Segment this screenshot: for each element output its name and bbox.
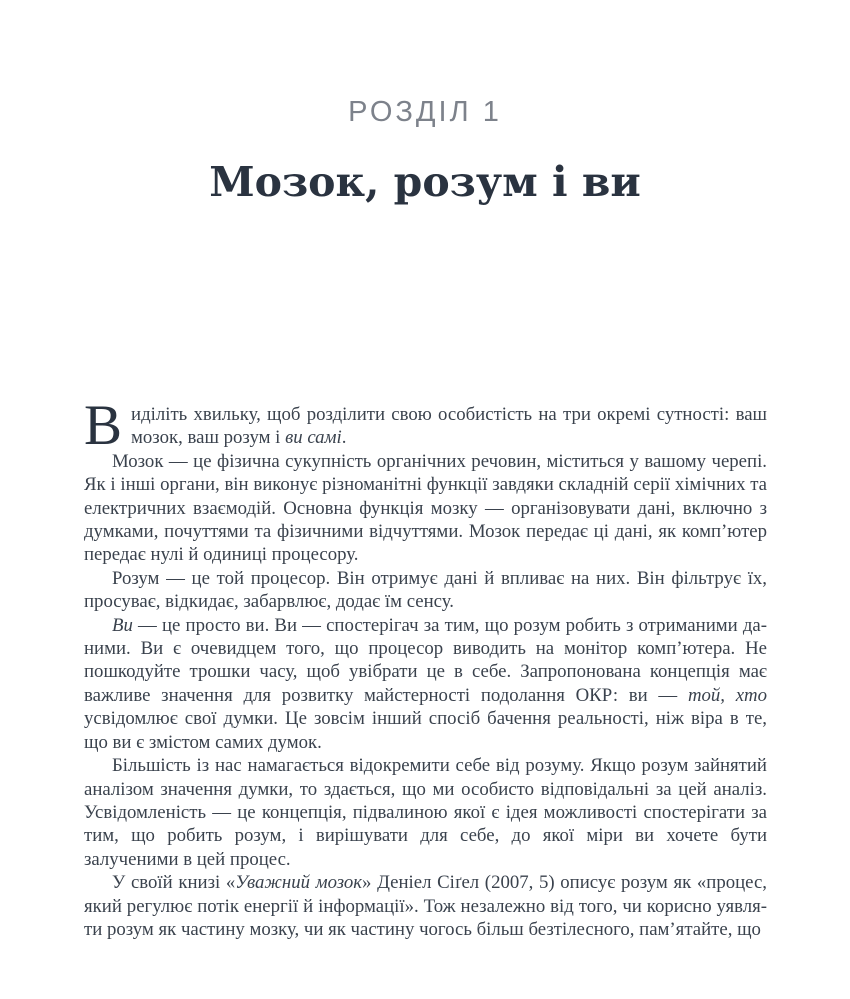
article-body <box>84 394 767 941</box>
chapter-label: РОЗДІЛ 1 <box>348 96 502 128</box>
italic-text-run: Ви <box>112 614 133 636</box>
text-run: Більшість із нас намагається відокремити себе від розуму. Якщо розум зайнятий аналізом значення думки, то здається, що ми особисто відповідальні за цей аналіз. Усвідомленість — це концепція, підвалиною якої є ідея можливості спостерігати за тим, що робить розум, і вирішувати для себе, до якої міри ви хочете бути залученими в цей процес. <box>84 755 767 870</box>
drop-cap: В <box>84 394 123 457</box>
paragraph <box>84 567 767 614</box>
paragraph <box>84 394 767 457</box>
paragraph <box>84 754 767 871</box>
text-run: иділіть хвильку, щоб розділити свою особистість на три окремі сутності: ваш мозок, ваш розум і <box>131 404 767 449</box>
text-run: усвідомлює свої думки. Це зовсім інший спосіб бачення реальності, ніж віра в те, що ви є змістом самих думок. <box>84 708 767 753</box>
text-run: » Деніел Сіґел (2007, 5) описує розум як «процес, який регулює потік енергії й інформації». Тож незалежно від того, чи корисно уявляти розум як частину мозку, чи як частину чогось більш безтілесного, пам’ятайте, що <box>84 872 767 940</box>
paragraph <box>84 450 767 567</box>
text-run: . <box>341 427 347 449</box>
text-run: Розум — це той процесор. Він отримує дані й впливає на них. Він фільтрує їх, просуває, відкидає, забарвлює, додає їм сенсу. <box>84 567 767 613</box>
italic-text-run: той, хто <box>687 684 767 706</box>
italic-text-run: Уважний мозок <box>235 872 363 894</box>
chapter-title: Мозок, розум і ви <box>209 158 641 206</box>
text-run: У своїй книзі « <box>112 872 236 894</box>
text-run: — це просто ви. Ви — спостерігач за тим, що розум робить з отриманими даними. Ви є очевидцем того, що процесор виводить на монітор комп’ютера. Не пошкодуйте трошки часу, щоб увібрати це в себе. Запропонована концепція має важливе значення для розвитку майстерності подолання ОКР: ви — <box>84 614 767 706</box>
paragraph <box>84 614 767 754</box>
text-run: Мозок — це фізична сукупність органічних речовин, міститься у вашому черепі. Як і інші органи, він виконує різноманітні функції завдяки складній серії хімічних та електричних взаємодій. Основна функція мозку — організовувати дані, включно з думками, почуттями та фізичними відчуттями. Мозок передає ці дані, як комп’ютер передає нулі й одиниці процесору. <box>84 450 767 566</box>
italic-text-run: ви самі <box>285 427 342 449</box>
paragraph <box>84 871 767 941</box>
